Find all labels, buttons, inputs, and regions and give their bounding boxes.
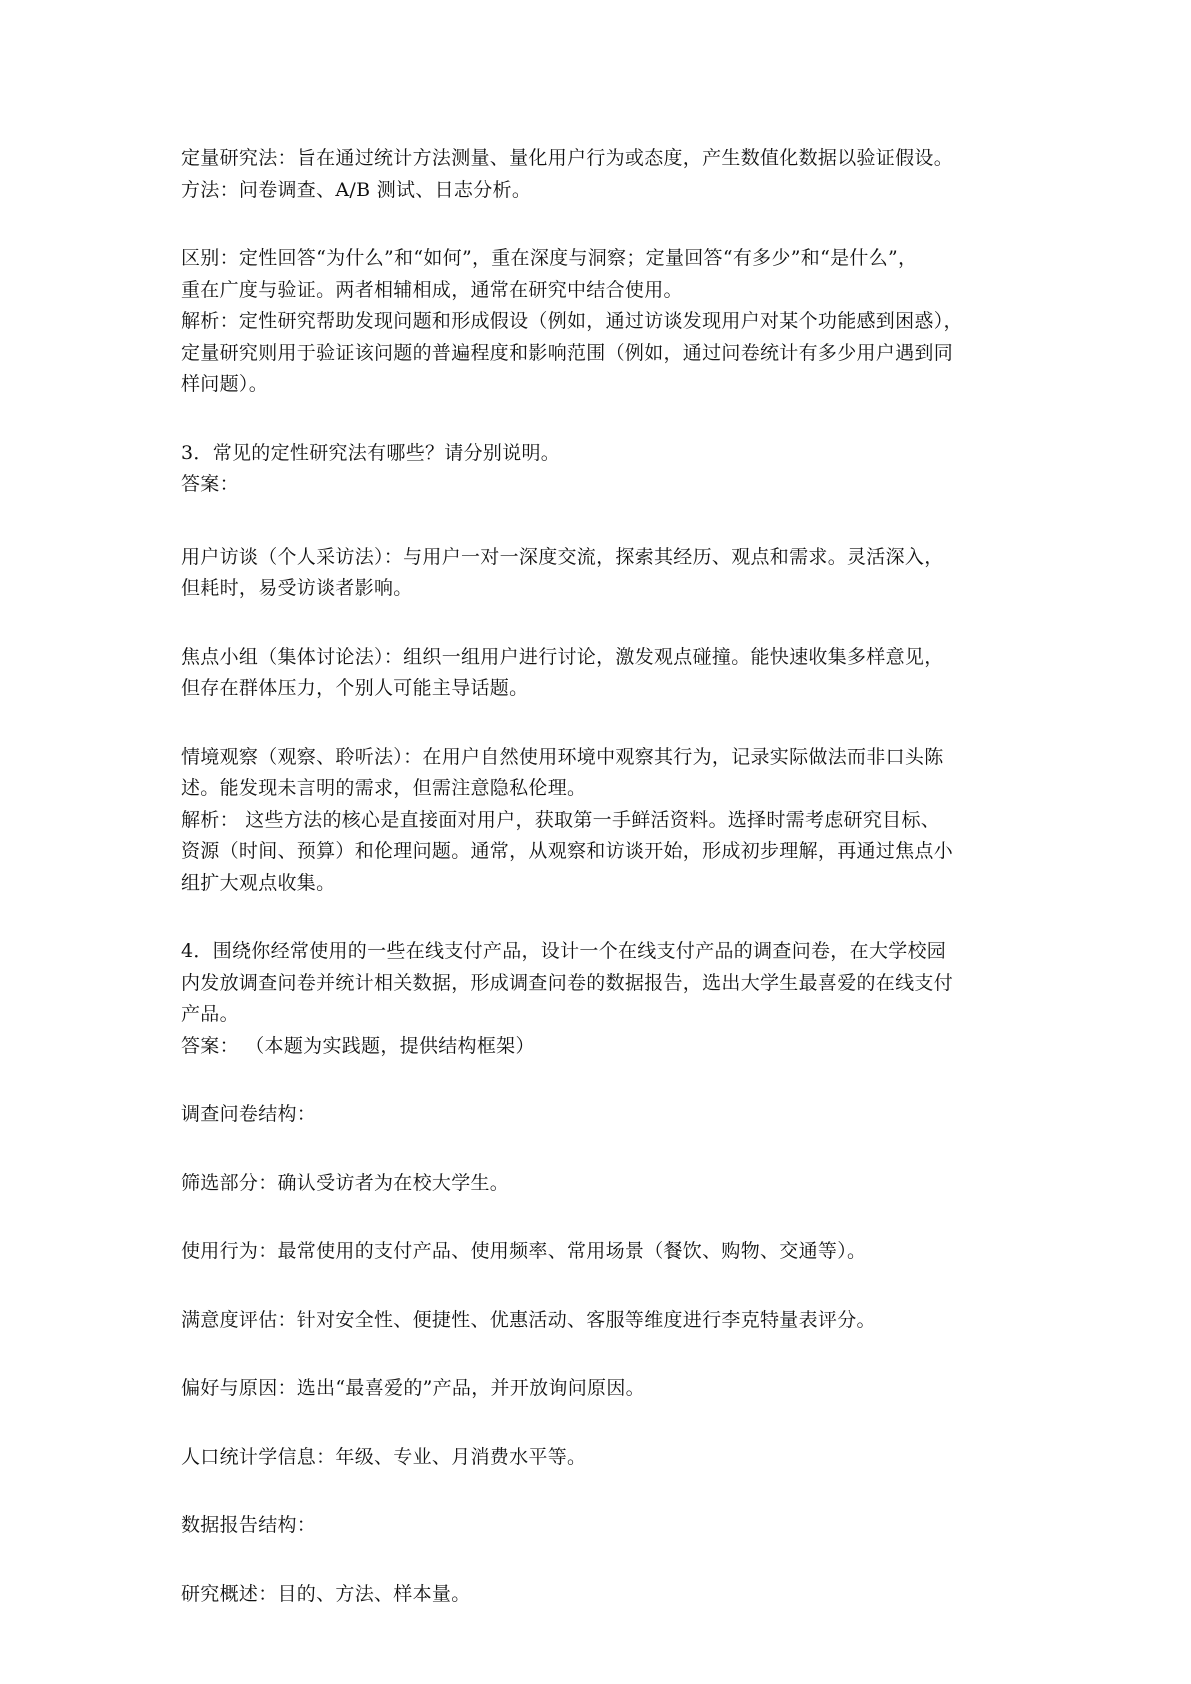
section-report-structure: [181, 1510, 1021, 1542]
text-line: 资源（时间、预算）和伦理问题。通常，从观察和访谈开始，形成初步理解，再通过焦点小: [181, 840, 954, 862]
text-line: 组扩大观点收集。: [181, 871, 336, 894]
text-line: 用户访谈（个人采访法）：与用户一对一深度交流，探索其经历、观点和需求。灵活深入，: [181, 545, 944, 568]
item-research-overview: [181, 1579, 1021, 1611]
paragraph-gap: [181, 1336, 1021, 1373]
paragraph-difference: [181, 243, 1021, 401]
text-line: 述。能发现未言明的需求，但需注意隐私伦理。: [181, 777, 587, 799]
paragraph-gap: [181, 1473, 1021, 1510]
paragraph-gap: [181, 1268, 1021, 1305]
text-line: 区别：定性回答“为什么”和“如何”，重在深度与洞察；定量回答“有多少”和“是什么”，: [181, 247, 918, 269]
item-preference: [181, 1373, 1021, 1405]
text-line: 使用行为：最常使用的支付产品、使用频率、常用场景（餐饮、购物、交通等）。: [181, 1240, 867, 1262]
text-line: 解析：定性研究帮助发现问题和形成假设（例如，通过访谈发现用户对某个功能感到困惑），: [181, 310, 963, 332]
text-line: 筛选部分：确认受访者为在校大学生。: [181, 1171, 510, 1194]
text-line: 重在广度与验证。两者相辅相成，通常在研究中结合使用。: [181, 278, 683, 301]
section-heading: 调查问卷结构：: [181, 1103, 317, 1125]
text-line: 样问题）。: [181, 373, 269, 395]
answer-label: 答案： （本题为实践题，提供结构框架）: [181, 1034, 535, 1057]
question-text: 产品。: [181, 1003, 239, 1025]
question-text: 4．围绕你经常使用的一些在线支付产品，设计一个在线支付产品的调查问卷，在大学校园: [181, 940, 947, 962]
item-screening: [181, 1168, 1021, 1200]
document-page: [181, 143, 1021, 1610]
text-line: 定量研究则用于验证该问题的普遍程度和影响范围（例如，通过问卷统计有多少用户遇到同: [181, 341, 954, 364]
paragraph-gap: [181, 501, 1021, 542]
text-line: 但耗时，易受访谈者影响。: [181, 577, 413, 599]
question-3: [181, 438, 1021, 501]
text-line: 情境观察（观察、聆听法）：在用户自然使用环境中观察其行为，记录实际做法而非口头陈: [181, 745, 944, 768]
text-line: 解析： 这些方法的核心是直接面对用户，获取第一手鲜活资料。选择时需考虑研究目标、: [181, 808, 941, 831]
section-survey-structure: [181, 1099, 1021, 1131]
paragraph-gap: [181, 206, 1021, 243]
question-text: 3．常见的定性研究法有哪些？请分别说明。: [181, 441, 561, 464]
paragraph-gap: [181, 1542, 1021, 1579]
section-heading: 数据报告结构：: [181, 1514, 317, 1536]
answer-label: 答案：: [181, 473, 239, 495]
text-line: 偏好与原因：选出“最喜爱的”产品，并开放询问原因。: [181, 1377, 645, 1399]
paragraph-gap: [181, 1405, 1021, 1442]
text-line: 但存在群体压力，个别人可能主导话题。: [181, 677, 529, 699]
item-satisfaction: [181, 1305, 1021, 1337]
text-line: 定量研究法：旨在通过统计方法测量、量化用户行为或态度，产生数值化数据以验证假设。: [181, 147, 954, 169]
paragraph-gap: [181, 705, 1021, 742]
paragraph-gap: [181, 605, 1021, 642]
text-line: 焦点小组（集体讨论法）：组织一组用户进行讨论，激发观点碰撞。能快速收集多样意见，: [181, 645, 944, 668]
paragraph-observation: [181, 742, 1021, 900]
paragraph-gap: [181, 1199, 1021, 1236]
item-usage-behavior: [181, 1236, 1021, 1268]
paragraph-user-interview: [181, 542, 1021, 605]
text-line: 人口统计学信息：年级、专业、月消费水平等。: [181, 1445, 587, 1468]
text-line: 满意度评估：针对安全性、便捷性、优惠活动、客服等维度进行李克特量表评分。: [181, 1308, 876, 1331]
paragraph-focus-group: [181, 642, 1021, 705]
question-text: 内发放调查问卷并统计相关数据，形成调查问卷的数据报告，选出大学生最喜爱的在线支付: [181, 971, 954, 994]
paragraph-gap: [181, 1131, 1021, 1168]
question-4: [181, 936, 1021, 1062]
text-line: 研究概述：目的、方法、样本量。: [181, 1582, 471, 1605]
paragraph-quantitative-method: [181, 143, 1021, 206]
paragraph-gap: [181, 1062, 1021, 1099]
paragraph-gap: [181, 899, 1021, 936]
text-line: 方法：问卷调查、A/B 测试、日志分析。: [181, 178, 532, 201]
paragraph-gap: [181, 401, 1021, 438]
item-demographics: [181, 1442, 1021, 1474]
